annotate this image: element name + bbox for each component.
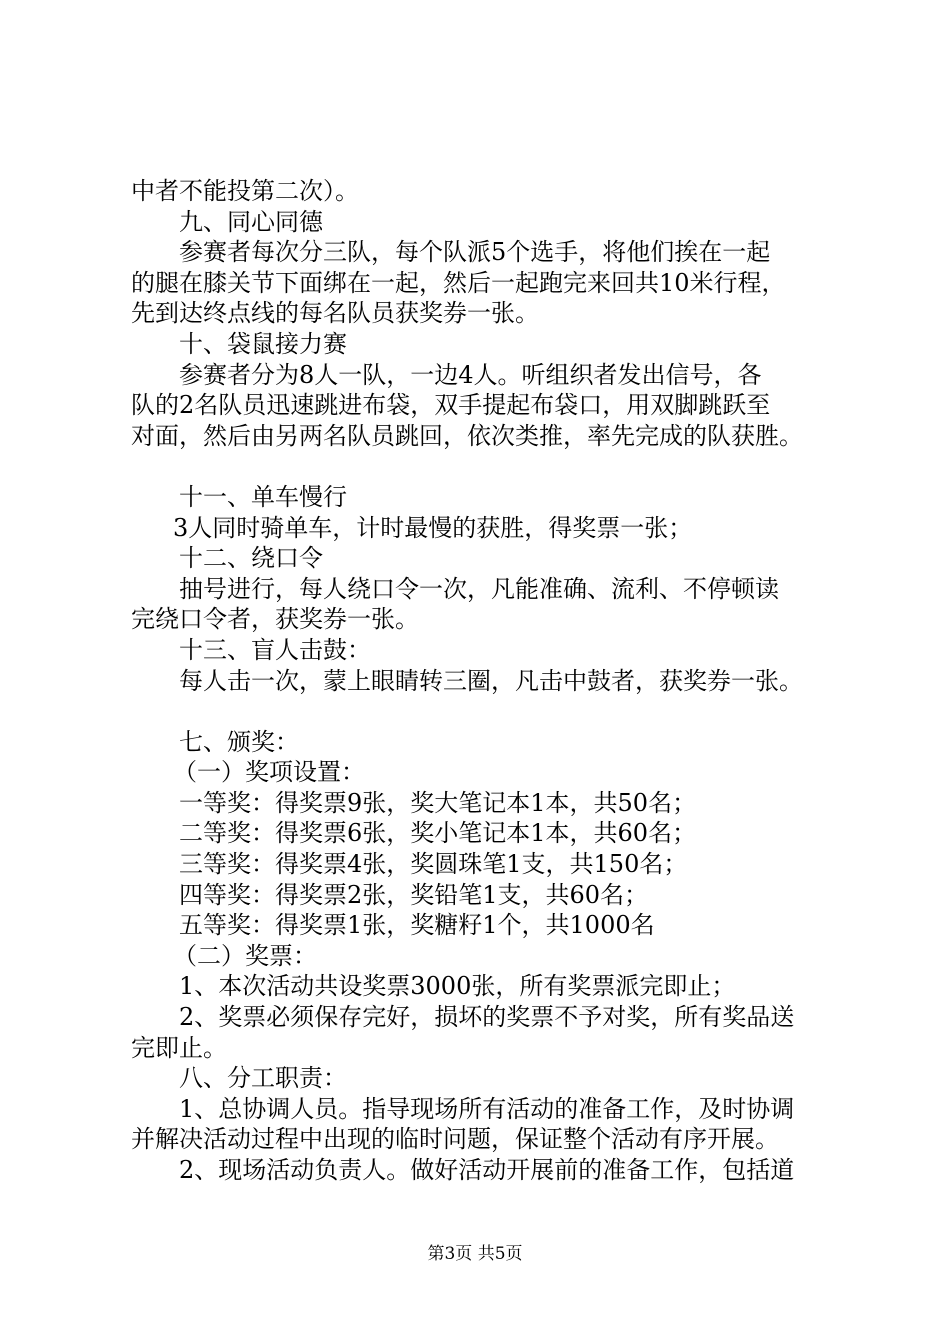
- text-line: 完绕口令者，获奖券一张。: [131, 605, 419, 634]
- text-line: 1、总协调人员。指导现场所有活动的准备工作，及时协调: [179, 1094, 795, 1123]
- text-line: 抽号进行，每人绕口令一次，凡能准确、流利、不停顿读: [179, 574, 779, 603]
- text-line: 参赛者每次分三队，每个队派5个选手，将他们挨在一起: [179, 238, 771, 267]
- text-line: 参赛者分为8人一队，一边4人。听组织者发出信号，各: [179, 360, 762, 389]
- text-line: 每人击一次，蒙上眼睛转三圈，凡击中鼓者，获奖券一张。: [179, 666, 803, 695]
- text-line: 对面，然后由另两名队员跳回，依次类推，率先完成的队获胜。: [131, 421, 803, 450]
- text-line: 十一、单车慢行: [179, 482, 347, 511]
- text-line: 先到达终点线的每名队员获奖券一张。: [131, 299, 539, 328]
- text-line: （二）奖票：: [173, 941, 317, 970]
- text-line: 十、袋鼠接力赛: [179, 329, 347, 358]
- text-line: 2、奖票必须保存完好，损坏的奖票不予对奖，所有奖品送: [179, 1003, 795, 1032]
- blank-line: [131, 696, 841, 727]
- text-line: 2、现场活动负责人。做好活动开展前的准备工作，包括道: [179, 1156, 795, 1184]
- text-line: 3人同时骑单车，计时最慢的获胜，得奖票一张；: [173, 513, 693, 542]
- text-line: 队的2名队员迅速跳进布袋，双手提起布袋口，用双脚跳跃至: [131, 391, 771, 420]
- text-line: 九、同心同德: [179, 207, 323, 236]
- text-line: 七、颁奖：: [179, 727, 299, 756]
- text-line: 1、本次活动共设奖票3000张，所有奖票派完即止；: [179, 972, 736, 1001]
- page-footer: 第3页 共5页: [427, 1244, 523, 1264]
- document-body: [131, 176, 841, 1186]
- text-line: 八、分工职责：: [179, 1064, 347, 1093]
- text-line: 一等奖：得奖票9张，奖大笔记本1本，共50名；: [179, 788, 697, 817]
- text-line: 的腿在膝关节下面绑在一起，然后一起跑完来回共10米行程，: [131, 268, 786, 297]
- text-line: 中者不能投第二次）。: [131, 177, 359, 205]
- text-line: 四等奖：得奖票2张，奖铅笔1支，共60名；: [179, 880, 649, 909]
- text-line: 十二、绕口令: [179, 544, 323, 573]
- text-line: 并解决活动过程中出现的临时问题，保证整个活动有序开展。: [131, 1125, 779, 1154]
- blank-line: [131, 451, 841, 482]
- text-line: 五等奖：得奖票1张，奖糖籽1个，共1000名: [179, 911, 655, 940]
- text-line: 三等奖：得奖票4张，奖圆珠笔1支，共150名；: [179, 850, 688, 879]
- text-line: 完即止。: [131, 1033, 227, 1062]
- text-line: 十三、盲人击鼓：: [179, 635, 371, 664]
- text-line: 二等奖：得奖票6张，奖小笔记本1本，共60名；: [179, 819, 697, 848]
- text-line: （一）奖项设置：: [173, 758, 365, 787]
